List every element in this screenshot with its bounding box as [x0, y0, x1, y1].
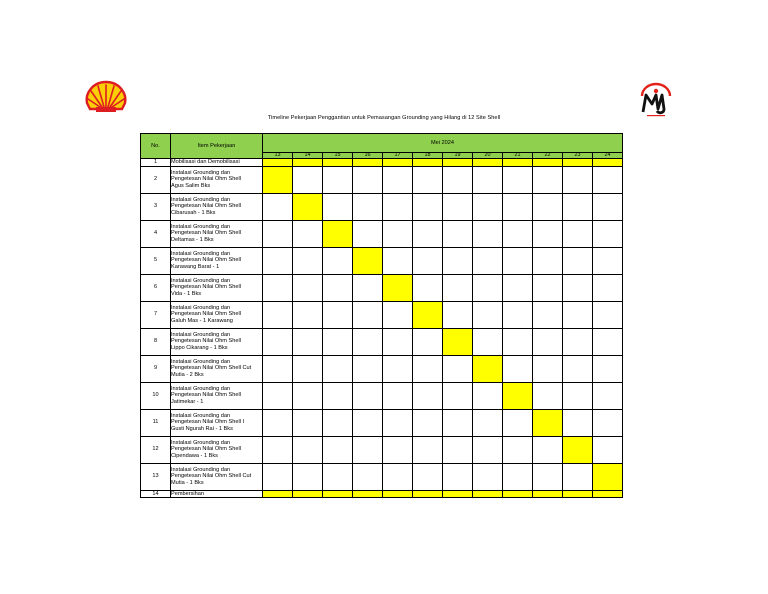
schedule-cell [353, 382, 383, 409]
schedule-cell [593, 355, 623, 382]
schedule-bar-cell [293, 490, 323, 498]
schedule-cell [443, 220, 473, 247]
schedule-cell [503, 274, 533, 301]
schedule-cell [533, 166, 563, 193]
schedule-cell [293, 463, 323, 490]
month-header: Mei 2024 [263, 134, 623, 153]
schedule-cell [503, 193, 533, 220]
schedule-bar-cell [323, 159, 353, 167]
work-item-line: Cibarusah - 1 Bks [171, 209, 216, 216]
schedule-cell [473, 382, 503, 409]
schedule-cell [473, 274, 503, 301]
schedule-bar-cell [263, 159, 293, 167]
schedule-cell [383, 328, 413, 355]
schedule-bar-cell [533, 490, 563, 498]
schedule-cell [443, 166, 473, 193]
day-header: 18 [413, 153, 443, 159]
schedule-cell [533, 301, 563, 328]
day-header: 15 [323, 153, 353, 159]
schedule-cell [473, 220, 503, 247]
work-item-line: Pengetesan Nilai Ohm Shell [171, 446, 241, 453]
schedule-bar-cell [533, 409, 563, 436]
schedule-cell [443, 409, 473, 436]
schedule-cell [563, 328, 593, 355]
work-item-line: Karawang Barat - 1 [171, 263, 220, 270]
table-row [141, 193, 623, 220]
work-item-line: Instalasi Grounding dan [171, 223, 231, 230]
schedule-cell [413, 328, 443, 355]
schedule-bar-cell [593, 463, 623, 490]
schedule-cell [443, 436, 473, 463]
schedule-cell [443, 193, 473, 220]
schedule-cell [383, 409, 413, 436]
schedule-cell [383, 193, 413, 220]
day-header: 17 [383, 153, 413, 159]
row-number: 2 [141, 166, 171, 193]
work-item-line: Lippo Cikarang - 1 Bks [171, 344, 228, 351]
schedule-cell [443, 247, 473, 274]
work-item-line: Pengetesan Nilai Ohm Shell [171, 338, 241, 345]
schedule-cell [263, 247, 293, 274]
schedule-bar-cell [383, 490, 413, 498]
schedule-bar-cell [263, 490, 293, 498]
schedule-cell [593, 166, 623, 193]
schedule-cell [533, 463, 563, 490]
schedule-cell [473, 247, 503, 274]
schedule-bar-cell [503, 159, 533, 167]
schedule-cell [503, 247, 533, 274]
schedule-cell [533, 247, 563, 274]
day-header: 22 [533, 153, 563, 159]
work-item-line: Mutia - 1 Bks [171, 479, 204, 486]
row-number: 8 [141, 328, 171, 355]
work-item-line: Pengetesan Nilai Ohm Shell [171, 203, 241, 210]
schedule-cell [413, 463, 443, 490]
schedule-cell [323, 193, 353, 220]
schedule-cell [563, 274, 593, 301]
schedule-cell [413, 436, 443, 463]
schedule-bar-cell [323, 490, 353, 498]
table-row [141, 247, 623, 274]
schedule-cell [323, 436, 353, 463]
work-item-line: Instalasi Grounding dan [171, 196, 231, 203]
day-header: 16 [353, 153, 383, 159]
schedule-cell [293, 436, 323, 463]
schedule-bar-cell [413, 159, 443, 167]
table-row [141, 301, 623, 328]
schedule-cell [323, 409, 353, 436]
work-item-line: Pengetesan Nilai Ohm Shell [171, 176, 241, 183]
work-item-line: Instalasi Grounding dan [171, 466, 231, 473]
schedule-cell [473, 166, 503, 193]
schedule-cell [293, 274, 323, 301]
schedule-cell [383, 220, 413, 247]
schedule-cell [263, 274, 293, 301]
day-header: 21 [503, 153, 533, 159]
schedule-cell [593, 274, 623, 301]
schedule-cell [593, 301, 623, 328]
work-item [171, 490, 263, 498]
schedule-cell [503, 328, 533, 355]
work-item-line: Gusti Ngurah Rai - 1 Bks [171, 425, 233, 432]
column-header-no: No. [141, 134, 171, 159]
schedule-cell [323, 382, 353, 409]
schedule-cell [563, 166, 593, 193]
schedule-bar-cell [473, 355, 503, 382]
work-item-line: Instalasi Grounding dan [171, 169, 231, 176]
work-item-line: Instalasi Grounding dan [171, 304, 231, 311]
work-item-line: Instalasi Grounding dan [171, 412, 231, 419]
schedule-bar-cell [563, 159, 593, 167]
schedule-cell [293, 409, 323, 436]
day-header: 24 [593, 153, 623, 159]
schedule-bar-cell [533, 159, 563, 167]
work-item-line: Pengetesan Nilai Ohm Shell I [171, 419, 245, 426]
schedule-cell [323, 274, 353, 301]
schedule-bar-cell [353, 159, 383, 167]
schedule-cell [263, 220, 293, 247]
schedule-cell [593, 382, 623, 409]
schedule-cell [533, 328, 563, 355]
schedule-bar-cell [443, 328, 473, 355]
table-row [141, 220, 623, 247]
schedule-cell [293, 301, 323, 328]
schedule-cell [413, 382, 443, 409]
schedule-cell [353, 436, 383, 463]
work-item [171, 159, 263, 167]
schedule-cell [383, 247, 413, 274]
work-item-line: Mutia - 2 Bks [171, 371, 204, 378]
work-item [171, 274, 263, 301]
schedule-cell [503, 463, 533, 490]
schedule-bar-cell [353, 490, 383, 498]
table-row [141, 166, 623, 193]
schedule-cell [353, 328, 383, 355]
work-item-line: Vida - 1 Bks [171, 290, 202, 297]
work-item [171, 436, 263, 463]
schedule-cell [473, 193, 503, 220]
work-item-line: Pengetesan Nilai Ohm Shell [171, 311, 241, 318]
schedule-cell [293, 382, 323, 409]
schedule-cell [353, 220, 383, 247]
schedule-cell [353, 409, 383, 436]
schedule-bar-cell [413, 301, 443, 328]
schedule-cell [563, 193, 593, 220]
schedule-bar-cell [563, 490, 593, 498]
schedule-cell [383, 436, 413, 463]
schedule-cell [443, 355, 473, 382]
timeline-table [140, 133, 623, 498]
schedule-cell [293, 166, 323, 193]
table-row [141, 382, 623, 409]
schedule-cell [263, 328, 293, 355]
work-item [171, 328, 263, 355]
table-row [141, 436, 623, 463]
schedule-cell [563, 220, 593, 247]
row-number: 10 [141, 382, 171, 409]
work-item-line: Instalasi Grounding dan [171, 331, 231, 338]
row-number: 11 [141, 409, 171, 436]
schedule-cell [473, 328, 503, 355]
schedule-cell [383, 301, 413, 328]
schedule-cell [593, 220, 623, 247]
work-item-line: Pengetesan Nilai Ohm Shell [171, 230, 241, 237]
schedule-cell [593, 409, 623, 436]
work-item-line: Galuh Mas - 1 Karawang [171, 317, 233, 324]
work-item-line: Instalasi Grounding dan [171, 277, 231, 284]
row-number: 13 [141, 463, 171, 490]
schedule-cell [563, 247, 593, 274]
schedule-cell [413, 220, 443, 247]
work-item-line: Pengetesan Nilai Ohm Shell Cut [171, 365, 252, 372]
row-number: 3 [141, 193, 171, 220]
schedule-cell [383, 463, 413, 490]
schedule-cell [593, 436, 623, 463]
schedule-cell [353, 355, 383, 382]
schedule-bar-cell [353, 247, 383, 274]
schedule-cell [593, 247, 623, 274]
schedule-bar-cell [503, 382, 533, 409]
work-item-line: Instalasi Grounding dan [171, 358, 231, 365]
work-item [171, 463, 263, 490]
schedule-cell [473, 409, 503, 436]
work-item-line: Mobilisasi dan Demobilisasi [171, 159, 240, 165]
schedule-cell [413, 409, 443, 436]
schedule-cell [533, 220, 563, 247]
work-item-line: Pengetesan Nilai Ohm Shell [171, 392, 241, 399]
schedule-cell [563, 409, 593, 436]
schedule-cell [533, 355, 563, 382]
schedule-cell [473, 436, 503, 463]
schedule-bar-cell [563, 436, 593, 463]
schedule-bar-cell [383, 159, 413, 167]
schedule-cell [383, 382, 413, 409]
day-header: 20 [473, 153, 503, 159]
schedule-cell [503, 355, 533, 382]
schedule-cell [323, 463, 353, 490]
day-header: 13 [263, 153, 293, 159]
schedule-cell [413, 247, 443, 274]
row-number: 1 [141, 159, 171, 167]
day-header: 19 [443, 153, 473, 159]
schedule-cell [263, 301, 293, 328]
row-number: 14 [141, 490, 171, 498]
day-header: 14 [293, 153, 323, 159]
timeline-body [141, 159, 623, 498]
schedule-cell [293, 247, 323, 274]
work-item-line: Pengetesan Nilai Ohm Shell [171, 257, 241, 264]
schedule-bar-cell [443, 490, 473, 498]
work-item [171, 355, 263, 382]
schedule-cell [533, 274, 563, 301]
work-item-line: Deltamas - 1 Bks [171, 236, 214, 243]
schedule-cell [323, 247, 353, 274]
work-item-line: Pengetesan Nilai Ohm Shell [171, 284, 241, 291]
schedule-cell [263, 436, 293, 463]
row-number: 5 [141, 247, 171, 274]
document-title: Timeline Pekerjaan Penggantian untuk Pemasangan Grounding yang Hilang di 12 Site Shell [267, 115, 501, 121]
schedule-bar-cell [413, 490, 443, 498]
work-item-line: Instalasi Grounding dan [171, 250, 231, 257]
schedule-cell [533, 436, 563, 463]
schedule-cell [473, 463, 503, 490]
work-item-line: Instalasi Grounding dan [171, 439, 231, 446]
schedule-bar-cell [323, 220, 353, 247]
work-item-line: Instalasi Grounding dan [171, 385, 231, 392]
schedule-cell [353, 274, 383, 301]
schedule-bar-cell [263, 166, 293, 193]
schedule-cell [563, 301, 593, 328]
schedule-cell [443, 382, 473, 409]
work-item [171, 166, 263, 193]
schedule-cell [323, 355, 353, 382]
schedule-cell [563, 463, 593, 490]
schedule-cell [323, 328, 353, 355]
work-item-line: Agus Salim Bks [171, 182, 211, 189]
table-row [141, 355, 623, 382]
schedule-bar-cell [293, 159, 323, 167]
schedule-cell [353, 463, 383, 490]
schedule-bar-cell [593, 490, 623, 498]
day-header: 23 [563, 153, 593, 159]
schedule-cell [563, 355, 593, 382]
row-number: 7 [141, 301, 171, 328]
row-number: 9 [141, 355, 171, 382]
schedule-cell [503, 436, 533, 463]
column-header-item: Item Pekerjaan [171, 134, 263, 159]
schedule-bar-cell [443, 159, 473, 167]
schedule-cell [263, 409, 293, 436]
mj-logo-icon [637, 82, 675, 118]
schedule-cell [383, 166, 413, 193]
schedule-cell [503, 220, 533, 247]
schedule-cell [503, 409, 533, 436]
schedule-cell [443, 274, 473, 301]
work-item [171, 247, 263, 274]
row-number: 6 [141, 274, 171, 301]
schedule-cell [563, 382, 593, 409]
schedule-cell [293, 355, 323, 382]
table-row [141, 328, 623, 355]
schedule-cell [383, 355, 413, 382]
schedule-cell [413, 166, 443, 193]
schedule-cell [353, 301, 383, 328]
schedule-bar-cell [593, 159, 623, 167]
schedule-cell [533, 193, 563, 220]
table-row [141, 409, 623, 436]
schedule-bar-cell [503, 490, 533, 498]
schedule-cell [263, 382, 293, 409]
table-row [141, 274, 623, 301]
schedule-bar-cell [473, 159, 503, 167]
schedule-cell [533, 382, 563, 409]
schedule-cell [263, 463, 293, 490]
schedule-cell [473, 301, 503, 328]
table-row [141, 159, 623, 167]
schedule-cell [413, 355, 443, 382]
work-item [171, 193, 263, 220]
table-row [141, 463, 623, 490]
schedule-cell [353, 193, 383, 220]
schedule-bar-cell [473, 490, 503, 498]
schedule-bar-cell [383, 274, 413, 301]
row-number: 4 [141, 220, 171, 247]
work-item [171, 301, 263, 328]
work-item [171, 382, 263, 409]
work-item-line: Pembersihan [171, 490, 204, 497]
schedule-cell [263, 355, 293, 382]
shell-logo-icon [84, 80, 128, 114]
work-item-line: Cipendawa - 1 Bks [171, 452, 218, 459]
table-row [141, 490, 623, 498]
schedule-cell [323, 166, 353, 193]
schedule-cell [413, 274, 443, 301]
schedule-cell [293, 328, 323, 355]
work-item [171, 409, 263, 436]
schedule-cell [323, 301, 353, 328]
work-item-line: Pengetesan Nilai Ohm Shell Cut [171, 473, 252, 480]
schedule-cell [503, 301, 533, 328]
schedule-cell [593, 193, 623, 220]
work-item [171, 220, 263, 247]
row-number: 12 [141, 436, 171, 463]
schedule-cell [293, 220, 323, 247]
schedule-cell [353, 166, 383, 193]
schedule-cell [263, 193, 293, 220]
schedule-cell [443, 301, 473, 328]
schedule-cell [443, 463, 473, 490]
schedule-cell [593, 328, 623, 355]
schedule-cell [503, 166, 533, 193]
schedule-cell [413, 193, 443, 220]
work-item-line: Jatimekar - 1 [171, 398, 204, 405]
schedule-bar-cell [293, 193, 323, 220]
